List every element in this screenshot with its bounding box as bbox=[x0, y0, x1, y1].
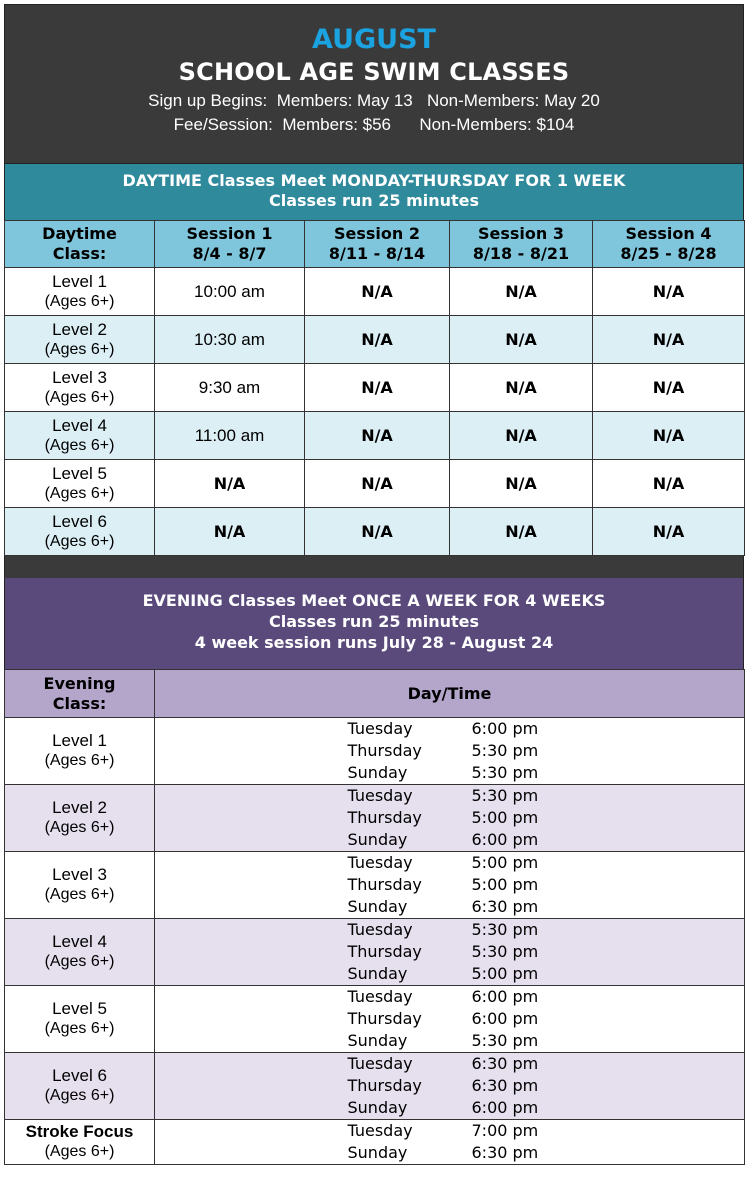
schedule-time: 5:30 pm bbox=[471, 920, 539, 939]
schedule-day: Thursday bbox=[347, 1009, 422, 1028]
session-cell: N/A bbox=[305, 268, 450, 316]
daytime-header-row bbox=[5, 221, 745, 268]
session-1-dates: 8/4 - 8/7 bbox=[192, 244, 267, 263]
session-cell: N/A bbox=[593, 364, 745, 412]
evening-header-line1: EVENING Classes Meet ONCE A WEEK FOR 4 WEEKS bbox=[142, 591, 606, 610]
schedule-time: 5:30 pm bbox=[471, 942, 539, 961]
schedule-day: Tuesday bbox=[347, 1121, 413, 1140]
schedule-list bbox=[348, 986, 552, 1052]
level-name: Level 2 bbox=[52, 798, 107, 817]
fee-label: Fee/Session: bbox=[173, 115, 273, 134]
level-ages: (Ages 6+) bbox=[44, 886, 115, 903]
daytime-header-line1: DAYTIME Classes Meet MONDAY-THURSDAY FOR 1 WEEK bbox=[122, 171, 626, 190]
schedule-entry bbox=[348, 1030, 552, 1052]
daytime-class-col-header bbox=[5, 221, 155, 268]
schedule-day: Thursday bbox=[347, 741, 422, 760]
fee-nonmembers: Non-Members: $104 bbox=[419, 115, 575, 134]
schedule-day: Sunday bbox=[347, 830, 408, 849]
swim-schedule-flyer bbox=[4, 4, 744, 1165]
level-name: Stroke Focus bbox=[25, 1122, 134, 1141]
schedule-time: 6:00 pm bbox=[471, 830, 539, 849]
signup-members: Members: May 13 bbox=[276, 91, 413, 110]
evening-table bbox=[4, 669, 745, 1165]
schedule-entry bbox=[348, 1075, 552, 1097]
session-cell: N/A bbox=[450, 508, 593, 556]
title-banner bbox=[4, 4, 744, 164]
schedule-time: 5:30 pm bbox=[471, 763, 539, 782]
schedule-entry bbox=[348, 1053, 552, 1075]
session-cell: 9:30 am bbox=[155, 364, 305, 412]
session-cell: N/A bbox=[305, 460, 450, 508]
level-ages: (Ages 6+) bbox=[44, 953, 115, 970]
level-cell bbox=[5, 1120, 155, 1165]
daytime-col-header: Day/Time bbox=[155, 670, 745, 718]
schedule-entry bbox=[348, 762, 552, 784]
schedule-cell bbox=[155, 852, 745, 919]
level-cell bbox=[5, 412, 155, 460]
fee-members: Members: $56 bbox=[282, 115, 392, 134]
schedule-day: Thursday bbox=[347, 808, 422, 827]
schedule-day: Tuesday bbox=[347, 719, 413, 738]
session-cell: N/A bbox=[305, 412, 450, 460]
section-divider bbox=[4, 556, 744, 578]
schedule-time: 7:00 pm bbox=[471, 1121, 539, 1140]
level-ages: (Ages 6+) bbox=[44, 1087, 115, 1104]
level-cell bbox=[5, 1053, 155, 1120]
schedule-entry bbox=[348, 1008, 552, 1030]
table-row bbox=[5, 460, 745, 508]
evening-header-row bbox=[5, 670, 745, 718]
session-4-name: Session 4 bbox=[625, 224, 712, 243]
schedule-list bbox=[348, 919, 552, 985]
schedule-day: Tuesday bbox=[347, 786, 413, 805]
evening-class-col-line1: Evening bbox=[43, 673, 116, 693]
schedule-entry bbox=[348, 941, 552, 963]
session-1-name: Session 1 bbox=[186, 224, 273, 243]
level-name: Level 3 bbox=[52, 367, 107, 387]
schedule-entry bbox=[348, 785, 552, 807]
level-name: Level 1 bbox=[52, 731, 107, 750]
table-row bbox=[5, 1120, 745, 1165]
level-name: Level 2 bbox=[52, 319, 107, 339]
session-2-name: Session 2 bbox=[334, 224, 420, 243]
session-cell: N/A bbox=[593, 268, 745, 316]
level-ages: (Ages 6+) bbox=[44, 340, 115, 358]
schedule-time: 5:30 pm bbox=[471, 741, 539, 760]
schedule-list bbox=[348, 1053, 552, 1119]
level-name: Level 3 bbox=[52, 865, 107, 884]
table-row bbox=[5, 268, 745, 316]
level-cell bbox=[5, 508, 155, 556]
session-cell: N/A bbox=[155, 508, 305, 556]
level-ages: (Ages 6+) bbox=[44, 292, 115, 310]
session-cell: N/A bbox=[155, 460, 305, 508]
schedule-entry bbox=[348, 807, 552, 829]
schedule-time: 6:30 pm bbox=[471, 1076, 539, 1095]
schedule-time: 5:00 pm bbox=[471, 853, 539, 872]
schedule-cell bbox=[155, 986, 745, 1053]
table-row bbox=[5, 785, 745, 852]
level-name: Level 4 bbox=[52, 932, 107, 951]
schedule-cell bbox=[155, 1053, 745, 1120]
schedule-time: 5:00 pm bbox=[471, 964, 539, 983]
table-row bbox=[5, 508, 745, 556]
schedule-day: Thursday bbox=[347, 875, 422, 894]
session-cell: 10:00 am bbox=[155, 268, 305, 316]
session-cell: N/A bbox=[305, 316, 450, 364]
level-cell bbox=[5, 460, 155, 508]
schedule-time: 6:00 pm bbox=[471, 1098, 539, 1117]
table-row bbox=[5, 316, 745, 364]
session-cell: 10:30 am bbox=[155, 316, 305, 364]
schedule-entry bbox=[348, 896, 552, 918]
level-cell bbox=[5, 268, 155, 316]
schedule-entry bbox=[348, 963, 552, 985]
schedule-day: Tuesday bbox=[347, 1054, 413, 1073]
table-row bbox=[5, 919, 745, 986]
level-name: Level 1 bbox=[52, 271, 107, 291]
schedule-cell bbox=[155, 1120, 745, 1165]
session-cell: N/A bbox=[593, 316, 745, 364]
schedule-time: 6:30 pm bbox=[471, 1143, 539, 1162]
daytime-section-header bbox=[4, 164, 744, 220]
level-ages: (Ages 6+) bbox=[44, 1143, 115, 1160]
schedule-entry bbox=[348, 919, 552, 941]
session-cell: N/A bbox=[593, 412, 745, 460]
evening-class-col-header bbox=[5, 670, 155, 718]
schedule-time: 6:00 pm bbox=[471, 1009, 539, 1028]
session-3-dates: 8/18 - 8/21 bbox=[472, 244, 570, 263]
session-cell: N/A bbox=[305, 364, 450, 412]
schedule-entry bbox=[348, 829, 552, 851]
schedule-day: Thursday bbox=[347, 1076, 422, 1095]
schedule-list bbox=[348, 785, 552, 851]
schedule-time: 6:30 pm bbox=[471, 1054, 539, 1073]
evening-header-line3: 4 week session runs July 28 - August 24 bbox=[194, 633, 554, 652]
schedule-entry bbox=[348, 1097, 552, 1119]
schedule-time: 5:30 pm bbox=[471, 1031, 539, 1050]
level-ages: (Ages 6+) bbox=[44, 436, 115, 454]
signup-line bbox=[5, 89, 743, 113]
level-name: Level 6 bbox=[52, 511, 107, 531]
fee-line bbox=[5, 113, 743, 137]
level-ages: (Ages 6+) bbox=[44, 388, 115, 406]
session-cell: N/A bbox=[593, 508, 745, 556]
daytime-header-line2: Classes run 25 minutes bbox=[268, 191, 480, 210]
level-name: Level 4 bbox=[52, 415, 107, 435]
schedule-cell bbox=[155, 718, 745, 785]
level-name: Level 6 bbox=[52, 1066, 107, 1085]
table-row bbox=[5, 852, 745, 919]
level-cell bbox=[5, 986, 155, 1053]
evening-class-col-line2: Class: bbox=[52, 693, 107, 713]
session-3-name: Session 3 bbox=[478, 224, 564, 243]
level-ages: (Ages 6+) bbox=[44, 532, 115, 550]
session-cell: 11:00 am bbox=[155, 412, 305, 460]
level-cell bbox=[5, 919, 155, 986]
schedule-time: 5:00 pm bbox=[471, 875, 539, 894]
schedule-day: Tuesday bbox=[347, 987, 413, 1006]
schedule-entry bbox=[348, 986, 552, 1008]
level-name: Level 5 bbox=[52, 463, 107, 483]
schedule-entry bbox=[348, 1120, 552, 1142]
session-2-dates: 8/11 - 8/14 bbox=[328, 244, 426, 263]
schedule-day: Sunday bbox=[347, 1031, 408, 1050]
month-title: AUGUST bbox=[312, 24, 436, 55]
session-3-header bbox=[450, 221, 593, 268]
session-cell: N/A bbox=[450, 316, 593, 364]
schedule-day: Sunday bbox=[347, 897, 408, 916]
schedule-day: Tuesday bbox=[347, 853, 413, 872]
daytime-class-col-line2: Class: bbox=[52, 244, 107, 263]
evening-header-line2: Classes run 25 minutes bbox=[268, 612, 480, 631]
level-ages: (Ages 6+) bbox=[44, 484, 115, 502]
schedule-cell bbox=[155, 785, 745, 852]
schedule-day: Sunday bbox=[347, 1143, 408, 1162]
session-4-dates: 8/25 - 8/28 bbox=[620, 244, 717, 263]
level-ages: (Ages 6+) bbox=[44, 1020, 115, 1037]
session-cell: N/A bbox=[450, 364, 593, 412]
table-row bbox=[5, 1053, 745, 1120]
table-row bbox=[5, 986, 745, 1053]
signup-label: Sign up Begins: bbox=[148, 91, 268, 110]
schedule-time: 5:30 pm bbox=[471, 786, 539, 805]
schedule-list bbox=[348, 718, 552, 784]
level-cell bbox=[5, 364, 155, 412]
daytime-class-col-line1: Daytime bbox=[42, 224, 117, 243]
schedule-time: 6:30 pm bbox=[471, 897, 539, 916]
schedule-time: 6:00 pm bbox=[471, 987, 539, 1006]
level-cell bbox=[5, 718, 155, 785]
session-1-header bbox=[155, 221, 305, 268]
level-name: Level 5 bbox=[52, 999, 107, 1018]
schedule-time: 5:00 pm bbox=[471, 808, 539, 827]
schedule-entry bbox=[348, 852, 552, 874]
evening-section-header bbox=[4, 578, 744, 669]
session-cell: N/A bbox=[593, 460, 745, 508]
level-cell bbox=[5, 852, 155, 919]
signup-nonmembers: Non-Members: May 20 bbox=[426, 91, 600, 110]
schedule-entry bbox=[348, 874, 552, 896]
schedule-entry bbox=[348, 718, 552, 740]
session-cell: N/A bbox=[450, 460, 593, 508]
table-row bbox=[5, 364, 745, 412]
schedule-day: Sunday bbox=[347, 1098, 408, 1117]
schedule-entry bbox=[348, 740, 552, 762]
daytime-table bbox=[4, 220, 745, 556]
schedule-day: Sunday bbox=[347, 763, 408, 782]
session-cell: N/A bbox=[450, 268, 593, 316]
level-ages: (Ages 6+) bbox=[44, 819, 115, 836]
level-cell bbox=[5, 316, 155, 364]
session-cell: N/A bbox=[450, 412, 593, 460]
schedule-list bbox=[348, 1120, 552, 1164]
schedule-cell bbox=[155, 919, 745, 986]
page-title: SCHOOL AGE SWIM CLASSES bbox=[178, 58, 570, 86]
session-cell: N/A bbox=[305, 508, 450, 556]
schedule-time: 6:00 pm bbox=[471, 719, 539, 738]
schedule-day: Sunday bbox=[347, 964, 408, 983]
table-row bbox=[5, 718, 745, 785]
session-4-header bbox=[593, 221, 745, 268]
table-row bbox=[5, 412, 745, 460]
schedule-day: Tuesday bbox=[347, 920, 413, 939]
schedule-day: Thursday bbox=[347, 942, 422, 961]
schedule-entry bbox=[348, 1142, 552, 1164]
session-2-header bbox=[305, 221, 450, 268]
schedule-list bbox=[348, 852, 552, 918]
level-cell bbox=[5, 785, 155, 852]
level-ages: (Ages 6+) bbox=[44, 752, 115, 769]
